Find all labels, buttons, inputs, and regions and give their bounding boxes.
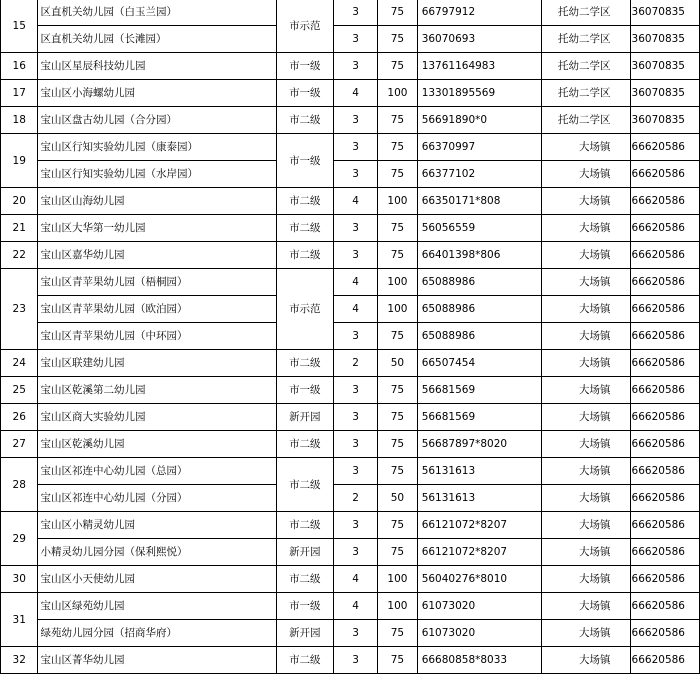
row-number-cell: 18 bbox=[1, 107, 38, 134]
phone-cell: 13301895569 bbox=[417, 80, 541, 107]
phone-cell: 66377102 bbox=[417, 161, 541, 188]
district-cell: 大场镇 bbox=[541, 242, 631, 269]
class-count-cell: 3 bbox=[334, 0, 378, 26]
row-number-cell: 19 bbox=[1, 134, 38, 188]
district-cell: 大场镇 bbox=[541, 188, 631, 215]
level-cell: 市一级 bbox=[276, 134, 333, 188]
class-count-cell: 3 bbox=[334, 107, 378, 134]
kindergarten-name-cell: 宝山区乾溪第二幼儿园 bbox=[38, 377, 276, 404]
table-row bbox=[1, 53, 700, 80]
row-number-cell: 21 bbox=[1, 215, 38, 242]
code-cell: 66620586 bbox=[631, 350, 700, 377]
level-cell: 市一级 bbox=[276, 377, 333, 404]
class-count-cell: 3 bbox=[334, 53, 378, 80]
row-number-cell: 24 bbox=[1, 350, 38, 377]
code-cell: 66620586 bbox=[631, 242, 700, 269]
capacity-cell: 75 bbox=[378, 161, 418, 188]
capacity-cell: 75 bbox=[378, 107, 418, 134]
row-number-cell: 32 bbox=[1, 647, 38, 674]
district-cell: 托幼二学区 bbox=[541, 0, 631, 26]
code-cell: 36070835 bbox=[631, 53, 700, 80]
level-cell: 市二级 bbox=[276, 215, 333, 242]
district-cell: 大场镇 bbox=[541, 431, 631, 458]
code-cell: 66620586 bbox=[631, 620, 700, 647]
phone-cell: 56691890*0 bbox=[417, 107, 541, 134]
row-number-cell: 23 bbox=[1, 269, 38, 350]
code-cell: 66620586 bbox=[631, 296, 700, 323]
district-cell: 大场镇 bbox=[541, 350, 631, 377]
code-cell: 66620586 bbox=[631, 566, 700, 593]
kindergarten-name-cell: 宝山区盘古幼儿园（合分园） bbox=[38, 107, 276, 134]
row-number-cell: 20 bbox=[1, 188, 38, 215]
table-row bbox=[1, 107, 700, 134]
kindergarten-name-cell: 宝山区祁连中心幼儿园（总园） bbox=[38, 458, 276, 485]
table-row bbox=[1, 485, 700, 512]
phone-cell: 66507454 bbox=[417, 350, 541, 377]
table-row bbox=[1, 458, 700, 485]
kindergarten-name-cell: 宝山区行知实验幼儿园（康泰园） bbox=[38, 134, 276, 161]
table-row bbox=[1, 26, 700, 53]
table-row bbox=[1, 404, 700, 431]
class-count-cell: 3 bbox=[334, 26, 378, 53]
district-cell: 托幼二学区 bbox=[541, 107, 631, 134]
capacity-cell: 100 bbox=[378, 296, 418, 323]
district-cell: 大场镇 bbox=[541, 377, 631, 404]
phone-cell: 56131613 bbox=[417, 485, 541, 512]
district-cell: 大场镇 bbox=[541, 404, 631, 431]
code-cell: 66620586 bbox=[631, 512, 700, 539]
phone-cell: 56687897*8020 bbox=[417, 431, 541, 458]
phone-cell: 65088986 bbox=[417, 323, 541, 350]
kindergarten-name-cell: 宝山区小精灵幼儿园 bbox=[38, 512, 276, 539]
table-row bbox=[1, 377, 700, 404]
row-number-cell: 30 bbox=[1, 566, 38, 593]
phone-cell: 66121072*8207 bbox=[417, 512, 541, 539]
code-cell: 36070835 bbox=[631, 26, 700, 53]
kindergarten-name-cell: 区直机关幼儿园（白玉兰园） bbox=[38, 0, 276, 26]
table-row bbox=[1, 539, 700, 566]
phone-cell: 13761164983 bbox=[417, 53, 541, 80]
level-cell: 新开园 bbox=[276, 620, 333, 647]
row-number-cell: 26 bbox=[1, 404, 38, 431]
level-cell: 市示范 bbox=[276, 0, 333, 53]
row-number-cell: 17 bbox=[1, 80, 38, 107]
class-count-cell: 3 bbox=[334, 647, 378, 674]
kindergarten-name-cell: 宝山区小海螺幼儿园 bbox=[38, 80, 276, 107]
table-row bbox=[1, 134, 700, 161]
district-cell: 大场镇 bbox=[541, 539, 631, 566]
table-row bbox=[1, 269, 700, 296]
phone-cell: 66680858*8033 bbox=[417, 647, 541, 674]
level-cell: 市二级 bbox=[276, 566, 333, 593]
table-row bbox=[1, 215, 700, 242]
kindergarten-name-cell: 宝山区联建幼儿园 bbox=[38, 350, 276, 377]
code-cell: 66620586 bbox=[631, 404, 700, 431]
district-cell: 大场镇 bbox=[541, 620, 631, 647]
table-row bbox=[1, 80, 700, 107]
level-cell: 市示范 bbox=[276, 269, 333, 350]
table-row bbox=[1, 620, 700, 647]
kindergarten-name-cell: 宝山区青苹果幼儿园（梧桐园） bbox=[38, 269, 276, 296]
kindergarten-name-cell: 宝山区绿苑幼儿园 bbox=[38, 593, 276, 620]
capacity-cell: 75 bbox=[378, 0, 418, 26]
kindergarten-name-cell: 宝山区嘉华幼儿园 bbox=[38, 242, 276, 269]
table-row bbox=[1, 323, 700, 350]
capacity-cell: 75 bbox=[378, 647, 418, 674]
code-cell: 36070835 bbox=[631, 80, 700, 107]
phone-cell: 56040276*8010 bbox=[417, 566, 541, 593]
code-cell: 36070835 bbox=[631, 107, 700, 134]
phone-cell: 36070693 bbox=[417, 26, 541, 53]
class-count-cell: 3 bbox=[334, 323, 378, 350]
district-cell: 托幼二学区 bbox=[541, 53, 631, 80]
level-cell: 市二级 bbox=[276, 512, 333, 539]
class-count-cell: 3 bbox=[334, 512, 378, 539]
class-count-cell: 3 bbox=[334, 215, 378, 242]
table-row bbox=[1, 566, 700, 593]
code-cell: 66620586 bbox=[631, 269, 700, 296]
capacity-cell: 75 bbox=[378, 512, 418, 539]
kindergarten-name-cell: 宝山区小天使幼儿园 bbox=[38, 566, 276, 593]
level-cell: 市二级 bbox=[276, 431, 333, 458]
capacity-cell: 75 bbox=[378, 377, 418, 404]
level-cell: 市二级 bbox=[276, 458, 333, 512]
capacity-cell: 75 bbox=[378, 458, 418, 485]
table-row bbox=[1, 0, 700, 26]
class-count-cell: 3 bbox=[334, 620, 378, 647]
kindergarten-name-cell: 宝山区菁华幼儿园 bbox=[38, 647, 276, 674]
table-row bbox=[1, 242, 700, 269]
level-cell: 市一级 bbox=[276, 53, 333, 80]
district-cell: 大场镇 bbox=[541, 593, 631, 620]
code-cell: 66620586 bbox=[631, 188, 700, 215]
phone-cell: 65088986 bbox=[417, 296, 541, 323]
table-row bbox=[1, 512, 700, 539]
class-count-cell: 3 bbox=[334, 242, 378, 269]
class-count-cell: 3 bbox=[334, 134, 378, 161]
table-row bbox=[1, 188, 700, 215]
row-number-cell: 28 bbox=[1, 458, 38, 512]
row-number-cell: 22 bbox=[1, 242, 38, 269]
phone-cell: 66370997 bbox=[417, 134, 541, 161]
capacity-cell: 75 bbox=[378, 215, 418, 242]
district-cell: 大场镇 bbox=[541, 296, 631, 323]
phone-cell: 66350171*808 bbox=[417, 188, 541, 215]
class-count-cell: 3 bbox=[334, 161, 378, 188]
phone-cell: 66401398*806 bbox=[417, 242, 541, 269]
class-count-cell: 2 bbox=[334, 350, 378, 377]
district-cell: 大场镇 bbox=[541, 323, 631, 350]
class-count-cell: 4 bbox=[334, 566, 378, 593]
class-count-cell: 3 bbox=[334, 377, 378, 404]
kindergarten-name-cell: 宝山区星辰科技幼儿园 bbox=[38, 53, 276, 80]
kindergarten-name-cell: 宝山区行知实验幼儿园（水岸园） bbox=[38, 161, 276, 188]
code-cell: 66620586 bbox=[631, 161, 700, 188]
district-cell: 大场镇 bbox=[541, 485, 631, 512]
code-cell: 66620586 bbox=[631, 323, 700, 350]
capacity-cell: 75 bbox=[378, 53, 418, 80]
capacity-cell: 100 bbox=[378, 593, 418, 620]
capacity-cell: 75 bbox=[378, 539, 418, 566]
district-cell: 大场镇 bbox=[541, 269, 631, 296]
row-number-cell: 27 bbox=[1, 431, 38, 458]
class-count-cell: 3 bbox=[334, 404, 378, 431]
kindergarten-name-cell: 宝山区大华第一幼儿园 bbox=[38, 215, 276, 242]
kindergarten-name-cell: 宝山区山海幼儿园 bbox=[38, 188, 276, 215]
kindergarten-name-cell: 宝山区乾溪幼儿园 bbox=[38, 431, 276, 458]
phone-cell: 61073020 bbox=[417, 593, 541, 620]
capacity-cell: 75 bbox=[378, 404, 418, 431]
capacity-cell: 75 bbox=[378, 620, 418, 647]
kindergarten-name-cell: 区直机关幼儿园（长滩园） bbox=[38, 26, 276, 53]
capacity-cell: 100 bbox=[378, 188, 418, 215]
capacity-cell: 75 bbox=[378, 431, 418, 458]
capacity-cell: 75 bbox=[378, 242, 418, 269]
class-count-cell: 3 bbox=[334, 458, 378, 485]
district-cell: 大场镇 bbox=[541, 215, 631, 242]
district-cell: 托幼二学区 bbox=[541, 26, 631, 53]
table-row bbox=[1, 593, 700, 620]
level-cell: 市二级 bbox=[276, 350, 333, 377]
level-cell: 市一级 bbox=[276, 80, 333, 107]
table-row bbox=[1, 350, 700, 377]
phone-cell: 56681569 bbox=[417, 377, 541, 404]
district-cell: 大场镇 bbox=[541, 566, 631, 593]
district-cell: 大场镇 bbox=[541, 512, 631, 539]
kindergarten-name-cell: 宝山区青苹果幼儿园（欧泊园） bbox=[38, 296, 276, 323]
kindergarten-name-cell: 绿苑幼儿园分园（招商华府） bbox=[38, 620, 276, 647]
code-cell: 66620586 bbox=[631, 431, 700, 458]
class-count-cell: 4 bbox=[334, 593, 378, 620]
phone-cell: 56131613 bbox=[417, 458, 541, 485]
code-cell: 36070835 bbox=[631, 0, 700, 26]
capacity-cell: 100 bbox=[378, 269, 418, 296]
class-count-cell: 4 bbox=[334, 269, 378, 296]
row-number-cell: 16 bbox=[1, 53, 38, 80]
district-cell: 大场镇 bbox=[541, 458, 631, 485]
capacity-cell: 75 bbox=[378, 134, 418, 161]
row-number-cell: 25 bbox=[1, 377, 38, 404]
phone-cell: 61073020 bbox=[417, 620, 541, 647]
table-row bbox=[1, 431, 700, 458]
district-cell: 托幼二学区 bbox=[541, 80, 631, 107]
district-cell: 大场镇 bbox=[541, 161, 631, 188]
capacity-cell: 75 bbox=[378, 323, 418, 350]
class-count-cell: 3 bbox=[334, 431, 378, 458]
capacity-cell: 50 bbox=[378, 350, 418, 377]
kindergarten-name-cell: 宝山区商大实验幼儿园 bbox=[38, 404, 276, 431]
phone-cell: 66121072*8207 bbox=[417, 539, 541, 566]
class-count-cell: 4 bbox=[334, 188, 378, 215]
level-cell: 新开园 bbox=[276, 539, 333, 566]
kindergarten-name-cell: 宝山区祁连中心幼儿园（分园） bbox=[38, 485, 276, 512]
class-count-cell: 4 bbox=[334, 296, 378, 323]
level-cell: 市二级 bbox=[276, 107, 333, 134]
capacity-cell: 50 bbox=[378, 485, 418, 512]
district-cell: 大场镇 bbox=[541, 134, 631, 161]
class-count-cell: 4 bbox=[334, 80, 378, 107]
code-cell: 66620586 bbox=[631, 377, 700, 404]
phone-cell: 56056559 bbox=[417, 215, 541, 242]
code-cell: 66620586 bbox=[631, 134, 700, 161]
level-cell: 新开园 bbox=[276, 404, 333, 431]
table-row bbox=[1, 647, 700, 674]
class-count-cell: 3 bbox=[334, 539, 378, 566]
level-cell: 市二级 bbox=[276, 188, 333, 215]
phone-cell: 65088986 bbox=[417, 269, 541, 296]
table-row bbox=[1, 161, 700, 188]
capacity-cell: 100 bbox=[378, 80, 418, 107]
row-number-cell: 29 bbox=[1, 512, 38, 566]
code-cell: 66620586 bbox=[631, 539, 700, 566]
level-cell: 市二级 bbox=[276, 242, 333, 269]
row-number-cell: 15 bbox=[1, 0, 38, 53]
capacity-cell: 100 bbox=[378, 566, 418, 593]
code-cell: 66620586 bbox=[631, 647, 700, 674]
class-count-cell: 2 bbox=[334, 485, 378, 512]
code-cell: 66620586 bbox=[631, 215, 700, 242]
code-cell: 66620586 bbox=[631, 458, 700, 485]
phone-cell: 56681569 bbox=[417, 404, 541, 431]
phone-cell: 66797912 bbox=[417, 0, 541, 26]
row-number-cell: 31 bbox=[1, 593, 38, 647]
capacity-cell: 75 bbox=[378, 26, 418, 53]
kindergarten-name-cell: 宝山区青苹果幼儿园（中环园） bbox=[38, 323, 276, 350]
table-row bbox=[1, 296, 700, 323]
code-cell: 66620586 bbox=[631, 485, 700, 512]
level-cell: 市二级 bbox=[276, 647, 333, 674]
level-cell: 市一级 bbox=[276, 593, 333, 620]
kindergarten-name-cell: 小精灵幼儿园分园（保利熙悦） bbox=[38, 539, 276, 566]
code-cell: 66620586 bbox=[631, 593, 700, 620]
district-cell: 大场镇 bbox=[541, 647, 631, 674]
